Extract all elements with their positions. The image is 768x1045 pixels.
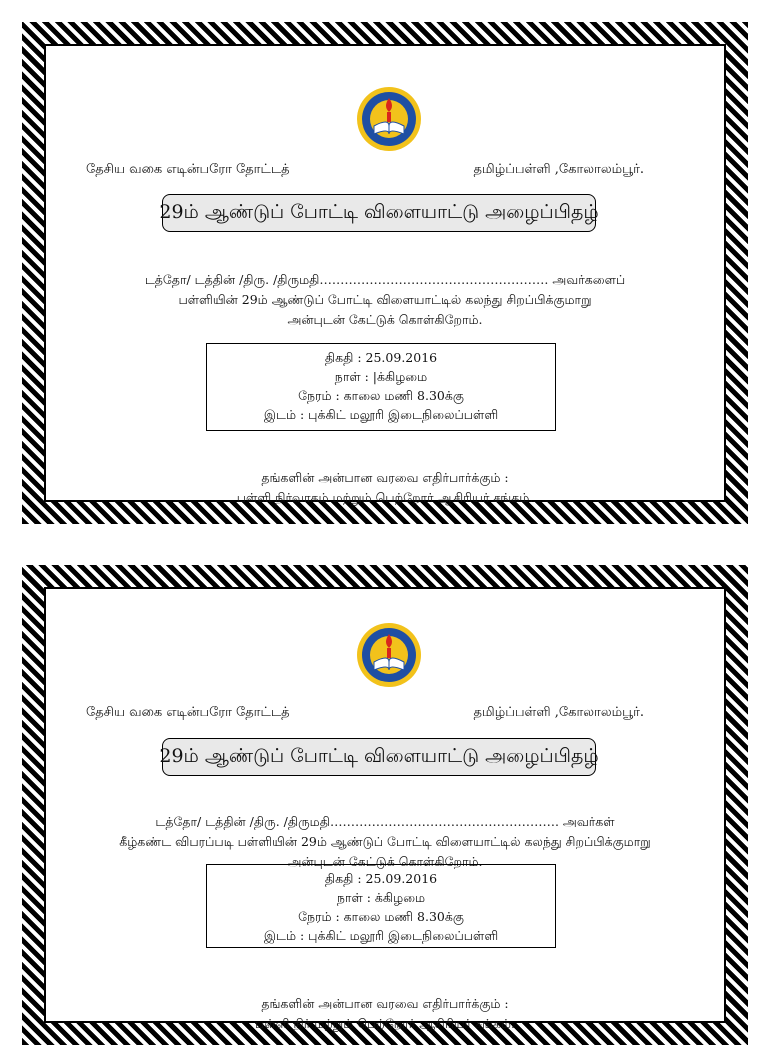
invitation-body — [76, 270, 694, 330]
closing-text — [76, 468, 694, 508]
body-line: டத்தோ/ டத்தின் /திரு. /திருமதி………………………………………………. அவர்கள் — [155, 814, 615, 829]
time-label: நேரம் : காலை மணி — [298, 909, 414, 924]
invitation-title: 29ம் ஆண்டுப் போட்டி விளையாட்டு அழைப்பிதழ் — [162, 194, 596, 232]
body-line: பள்ளியின் 29ம் ஆண்டுப் போட்டி விளையாட்டில் கலந்து சிறப்பிக்குமாறு — [178, 292, 592, 307]
closing-text — [76, 994, 694, 1034]
invitation-card-1 — [22, 22, 748, 524]
body-line: அன்புடன் கேட்டுக் கொள்கிறோம். — [287, 312, 483, 327]
event-venue: இடம் : புக்கிட் மலூரி இடைநிலைப்பள்ளி — [263, 407, 499, 422]
time-value: 8.30க்கு — [417, 909, 464, 924]
closing-line: தங்களின் அன்பான வரவை எதிர்பார்க்கும் : — [261, 470, 509, 485]
school-crest-icon — [356, 86, 422, 152]
event-day: நாள் : |க்கிழமை — [334, 369, 428, 384]
time-label: நேரம் : காலை மணி — [298, 388, 414, 403]
school-name-left: தேசிய வகை எடின்பரோ தோட்டத் — [86, 705, 290, 720]
date-value: 25.09.2016 — [365, 871, 438, 886]
event-venue: இடம் : புக்கிட் மலூரி இடைநிலைப்பள்ளி — [263, 928, 499, 943]
event-details-box — [206, 864, 556, 948]
date-label: திகதி : — [324, 871, 362, 886]
invitation-card-2 — [22, 565, 748, 1045]
school-name-right: தமிழ்ப்பள்ளி ,கோலாலம்பூர். — [473, 162, 644, 177]
body-line: டத்தோ/ டத்தின் /திரு. /திருமதி………………………………………………. அவர்களைப் — [144, 272, 626, 287]
closing-line: தங்களின் அன்பான வரவை எதிர்பார்க்கும் : — [261, 996, 509, 1011]
closing-line: பள்ளி நிர் மற்றும் பெற்றோர் ஆசிரியர் சங்கம். — [255, 1016, 515, 1031]
event-date — [207, 348, 555, 367]
date-label: திகதி : — [324, 350, 362, 365]
invitation-title: 29ம் ஆண்டுப் போட்டி விளையாட்டு அழைப்பிதழ் — [162, 738, 596, 776]
closing-line: பள்ளி நிர்வாகம் மற்றும் பெற்றோர் ஆசிரியர் சங்கம். — [236, 490, 534, 505]
time-value: 8.30க்கு — [417, 388, 464, 403]
body-line: அன்புடன் கேட்டுக் கொள்கிறோம். — [287, 854, 483, 869]
event-date — [207, 869, 555, 888]
event-time — [207, 907, 555, 926]
invitation-body — [76, 812, 694, 872]
body-line: கீழ்கண்ட விபரப்படி பள்ளியின் 29ம் ஆண்டுப் போட்டி விளையாட்டில் கலந்து சிறப்பிக்குமாறு — [119, 834, 651, 849]
school-name-left: தேசிய வகை எடின்பரோ தோட்டத் — [86, 162, 290, 177]
event-day: நாள் : க்கிழமை — [336, 890, 426, 905]
school-crest-icon — [356, 622, 422, 688]
event-details-box — [206, 343, 556, 431]
event-time — [207, 386, 555, 405]
card-inner — [44, 44, 726, 505]
card-inner — [44, 587, 726, 1031]
school-name-right: தமிழ்ப்பள்ளி ,கோலாலம்பூர். — [473, 705, 644, 720]
date-value: 25.09.2016 — [365, 350, 438, 365]
